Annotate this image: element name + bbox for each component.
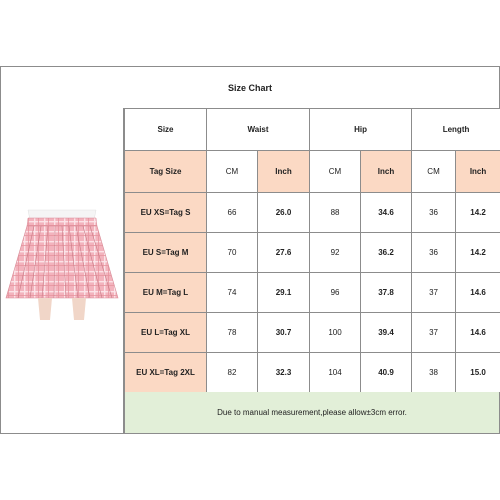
header-waist: Waist <box>207 109 310 151</box>
header-size: Size <box>125 109 207 151</box>
length-cm-cell: 37 <box>412 313 456 353</box>
header-length-cm: CM <box>412 151 456 193</box>
size-chart-title: Size Chart <box>0 66 500 109</box>
hip-inch-cell: 37.8 <box>361 273 412 313</box>
pleated-skirt-icon <box>0 98 124 328</box>
length-inch-cell: 15.0 <box>456 353 500 393</box>
table-row <box>125 313 500 353</box>
measurement-note: Due to manual measurement,please allow±3cm error. <box>124 392 500 434</box>
table-row <box>125 273 500 313</box>
table-row <box>125 233 500 273</box>
header-hip: Hip <box>310 109 412 151</box>
header-waist-cm: CM <box>207 151 258 193</box>
tag-size-cell: EU XS=Tag S <box>125 193 207 233</box>
skirt-image <box>0 98 124 333</box>
tag-size-cell: EU M=Tag L <box>125 273 207 313</box>
length-inch-cell: 14.6 <box>456 273 500 313</box>
hip-cm-cell: 92 <box>310 233 361 273</box>
waist-cm-cell: 82 <box>207 353 258 393</box>
length-inch-cell: 14.2 <box>456 193 500 233</box>
hip-cm-cell: 104 <box>310 353 361 393</box>
waist-inch-cell: 32.3 <box>258 353 310 393</box>
length-cm-cell: 38 <box>412 353 456 393</box>
table-row <box>125 353 500 393</box>
header-length: Length <box>412 109 500 151</box>
length-cm-cell: 36 <box>412 233 456 273</box>
waist-inch-cell: 26.0 <box>258 193 310 233</box>
hip-cm-cell: 88 <box>310 193 361 233</box>
length-inch-cell: 14.6 <box>456 313 500 353</box>
table-row <box>125 193 500 233</box>
hip-cm-cell: 100 <box>310 313 361 353</box>
tag-size-cell: EU XL=Tag 2XL <box>125 353 207 393</box>
length-inch-cell: 14.2 <box>456 233 500 273</box>
header-hip-cm: CM <box>310 151 361 193</box>
hip-inch-cell: 39.4 <box>361 313 412 353</box>
length-cm-cell: 36 <box>412 193 456 233</box>
header-tag-size: Tag Size <box>125 151 207 193</box>
waist-cm-cell: 74 <box>207 273 258 313</box>
tag-size-cell: EU S=Tag M <box>125 233 207 273</box>
tag-size-cell: EU L=Tag XL <box>125 313 207 353</box>
size-table <box>124 108 500 393</box>
waist-cm-cell: 70 <box>207 233 258 273</box>
hip-inch-cell: 36.2 <box>361 233 412 273</box>
header-length-inch: Inch <box>456 151 500 193</box>
length-cm-cell: 37 <box>412 273 456 313</box>
waist-inch-cell: 27.6 <box>258 233 310 273</box>
header-waist-inch: Inch <box>258 151 310 193</box>
waist-cm-cell: 66 <box>207 193 258 233</box>
hip-inch-cell: 34.6 <box>361 193 412 233</box>
header-hip-inch: Inch <box>361 151 412 193</box>
waist-inch-cell: 30.7 <box>258 313 310 353</box>
hip-cm-cell: 96 <box>310 273 361 313</box>
waist-cm-cell: 78 <box>207 313 258 353</box>
hip-inch-cell: 40.9 <box>361 353 412 393</box>
waist-inch-cell: 29.1 <box>258 273 310 313</box>
